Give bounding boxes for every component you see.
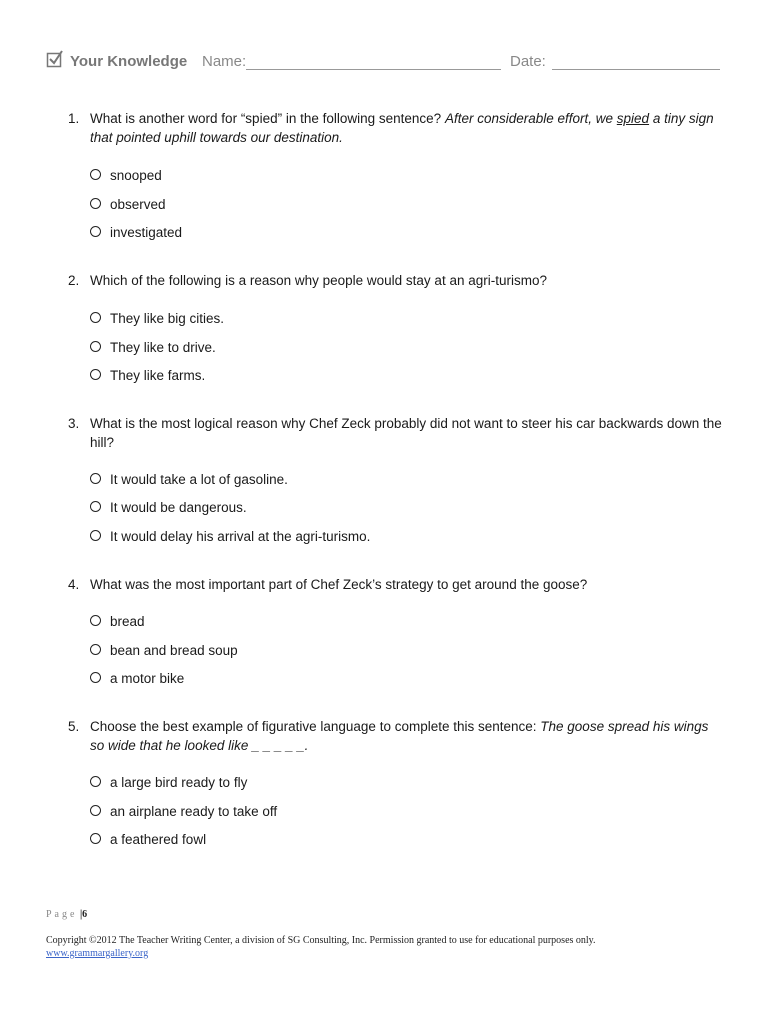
radio-circle-icon[interactable] (90, 615, 101, 626)
radio-circle-icon[interactable] (90, 833, 101, 844)
radio-circle-icon[interactable] (90, 501, 101, 512)
question-text: What is the most logical reason why Chef Zeck probably did not want to steer his car backwards down the hill? (90, 416, 722, 450)
worksheet-header (46, 48, 726, 78)
radio-circle-icon[interactable] (90, 530, 101, 541)
name-label: Name: (202, 53, 247, 70)
name-field-line[interactable] (246, 69, 501, 70)
option-2a[interactable]: They like big cities. (90, 309, 224, 329)
option-1b[interactable]: observed (90, 195, 166, 215)
option-2c[interactable]: They like farms. (90, 366, 205, 386)
radio-circle-icon[interactable] (90, 473, 101, 484)
option-1c[interactable]: investigated (90, 223, 182, 243)
question-text: What was the most important part of Chef Zeck’s strategy to get around the goose? (90, 577, 588, 592)
radio-circle-icon[interactable] (90, 226, 101, 237)
option-4b[interactable]: bean and bread soup (90, 641, 238, 661)
date-field-line[interactable] (552, 69, 720, 70)
checkbox-check-icon (46, 50, 64, 68)
option-2b[interactable]: They like to drive. (90, 338, 216, 358)
question-text: Choose the best example of figurative language to complete this sentence: The goose spread his wings so wide that he looked like _ _ _ _ _. (90, 719, 709, 753)
page-number: Page |6 (46, 909, 88, 920)
question-number: 5. (68, 719, 80, 734)
radio-circle-icon[interactable] (90, 198, 101, 209)
question-text: What is another word for “spied” in the following sentence? After considerable effort, we spied a tiny sign that pointed uphill towards our destination. (90, 111, 714, 145)
copyright-notice: Copyright ©2012 The Teacher Writing Center, a division of SG Consulting, Inc. Permission granted to use for educational purposes only. (46, 935, 596, 946)
question-text: Which of the following is a reason why people would stay at an agri-turismo? (90, 273, 547, 288)
question-number: 2. (68, 273, 80, 288)
option-5b[interactable]: an airplane ready to take off (90, 802, 277, 822)
option-3a[interactable]: It would take a lot of gasoline. (90, 470, 288, 490)
date-label: Date: (510, 53, 546, 70)
option-4a[interactable]: bread (90, 612, 145, 632)
option-1a[interactable]: snooped (90, 166, 162, 186)
option-5a[interactable]: a large bird ready to fly (90, 773, 247, 793)
radio-circle-icon[interactable] (90, 312, 101, 323)
option-4c[interactable]: a motor bike (90, 669, 184, 689)
radio-circle-icon[interactable] (90, 776, 101, 787)
option-3b[interactable]: It would be dangerous. (90, 498, 247, 518)
radio-circle-icon[interactable] (90, 644, 101, 655)
radio-circle-icon[interactable] (90, 805, 101, 816)
radio-circle-icon[interactable] (90, 672, 101, 683)
option-3c[interactable]: It would delay his arrival at the agri-turismo. (90, 527, 370, 547)
website-link[interactable]: www.grammargallery.org (46, 948, 149, 959)
radio-circle-icon[interactable] (90, 169, 101, 180)
question-number: 1. (68, 111, 80, 126)
question-number: 4. (68, 577, 80, 592)
header-title: Your Knowledge (70, 53, 188, 70)
radio-circle-icon[interactable] (90, 341, 101, 352)
option-5c[interactable]: a feathered fowl (90, 830, 206, 850)
radio-circle-icon[interactable] (90, 369, 101, 380)
question-number: 3. (68, 416, 80, 431)
